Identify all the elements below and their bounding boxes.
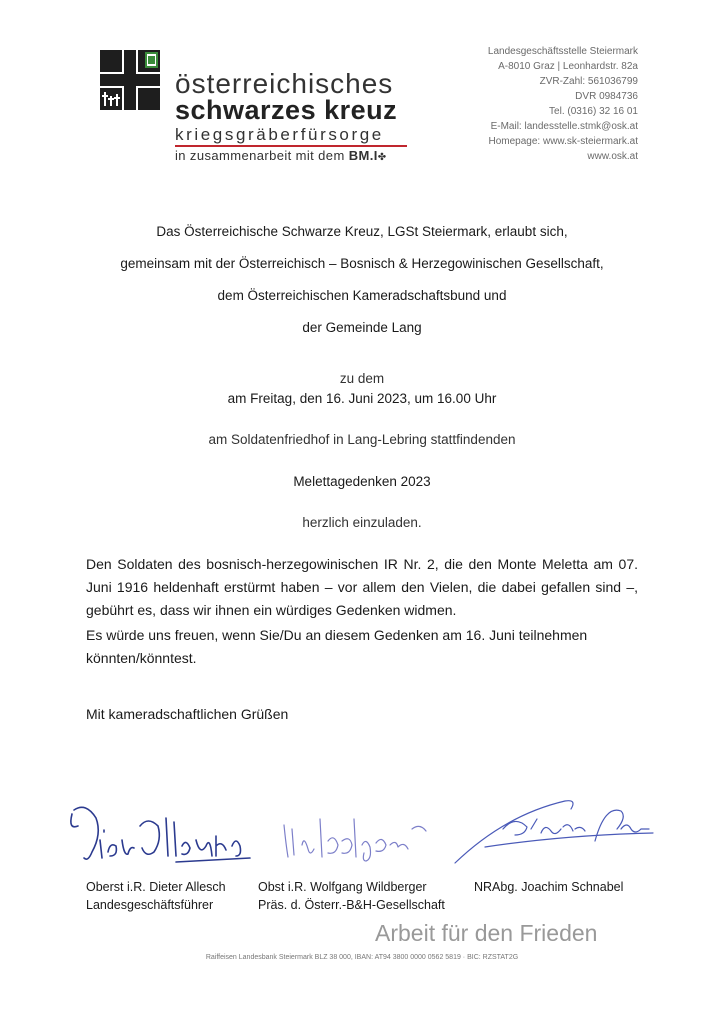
body-emphasis: würdiges Gedenken widmen <box>275 602 453 618</box>
contact-dvr: DVR 0984736 <box>575 91 638 102</box>
bmi-logo: BM.I <box>348 148 378 163</box>
signatory-name: Obst i.R. Wolfgang Wildberger <box>258 880 427 894</box>
logo-divider <box>175 145 407 147</box>
signatory-title: Präs. d. Österr.-B&H-Gesellschaft <box>258 898 445 912</box>
signatory-wildberger <box>258 878 445 914</box>
signature-allesch <box>66 800 256 870</box>
contact-office: Landesgeschäftsstelle Steiermark <box>487 46 638 57</box>
contact-email[interactable]: E-Mail: landesstelle.stmk@osk.at <box>490 121 638 132</box>
signatory-title: Landesgeschäftsführer <box>86 898 214 912</box>
intro-line-4: der Gemeinde Lang <box>302 320 422 335</box>
contact-address: A-8010 Graz | Leonhardstr. 82a <box>498 61 638 72</box>
body-paragraph-2: Es würde uns freuen, wenn Sie/Du an diesem Gedenken am 16. Juni teilnehmen könnten/könntest. <box>86 627 588 666</box>
contact-homepage[interactable]: Homepage: www.sk-steiermark.at <box>488 136 638 147</box>
body-paragraph-1-text: Den Soldaten des bosnisch-herzegowinischen IR Nr. 2, die den Monte Meletta am 07. Juni 1916 heldenhaft erstürmt haben – vor allem den Vielen, die dabei gefallen sind –, gebührt es, dass wir ihnen ein <box>86 556 638 618</box>
intro-line-3: dem Österreichischen Kameradschaftsbund und <box>217 288 507 303</box>
zu-dem-text: zu dem <box>339 371 385 386</box>
contact-phone: Tel. (0316) 32 16 01 <box>549 106 638 117</box>
event-location: am Soldatenfriedhof in Lang-Lebring stattfindenden <box>208 432 516 447</box>
signature-schnabel <box>445 795 655 870</box>
signature-wildberger <box>280 805 430 865</box>
intro-line-1: Das Österreichische Schwarze Kreuz, LGSt Steiermark, erlaubt sich, <box>156 224 568 239</box>
logo-text-line4 <box>175 148 387 166</box>
closing-greeting: Mit kameradschaftlichen Grüßen <box>86 706 289 722</box>
body-paragraph-1-end: . <box>452 602 457 618</box>
logo-text-line2: schwarzes kreuz <box>175 95 398 125</box>
logo-cooperation-text: in zusammenarbeit mit dem <box>175 148 345 163</box>
invite-text: herzlich einzuladen. <box>302 515 422 530</box>
contact-website[interactable]: www.osk.at <box>587 151 638 162</box>
black-cross-icon <box>100 50 160 110</box>
event-date: am Freitag, den 16. Juni 2023, um 16.00 Uhr <box>227 391 497 406</box>
logo-text-line3: kriegsgräberfürsorge <box>175 125 384 144</box>
signatory-allesch <box>86 878 226 914</box>
signatory-name: NRAbg. Joachim Schnabel <box>474 880 624 894</box>
event-title: Melettagedenken 2023 <box>293 474 431 489</box>
intro-line-2: gemeinsam mit der Österreichisch – Bosnisch & Herzegowinischen Gesellschaft, <box>120 256 604 271</box>
contact-zvr: ZVR-Zahl: 561036799 <box>539 76 638 87</box>
body-paragraph-1 <box>86 553 638 622</box>
bmi-eagle-icon: ✤ <box>377 152 387 163</box>
logo-text-line1: österreichisches <box>175 68 394 99</box>
contact-block <box>488 44 638 164</box>
footer-motto: Arbeit für den Frieden <box>375 920 598 946</box>
signatory-schnabel <box>474 878 623 896</box>
footer-bank-details: Raiffeisen Landesbank Steiermark BLZ 38 000, IBAN: AT94 3800 0000 0562 5819 · BIC: RZSTAT2G <box>205 954 519 961</box>
signatory-name: Oberst i.R. Dieter Allesch <box>86 880 226 894</box>
